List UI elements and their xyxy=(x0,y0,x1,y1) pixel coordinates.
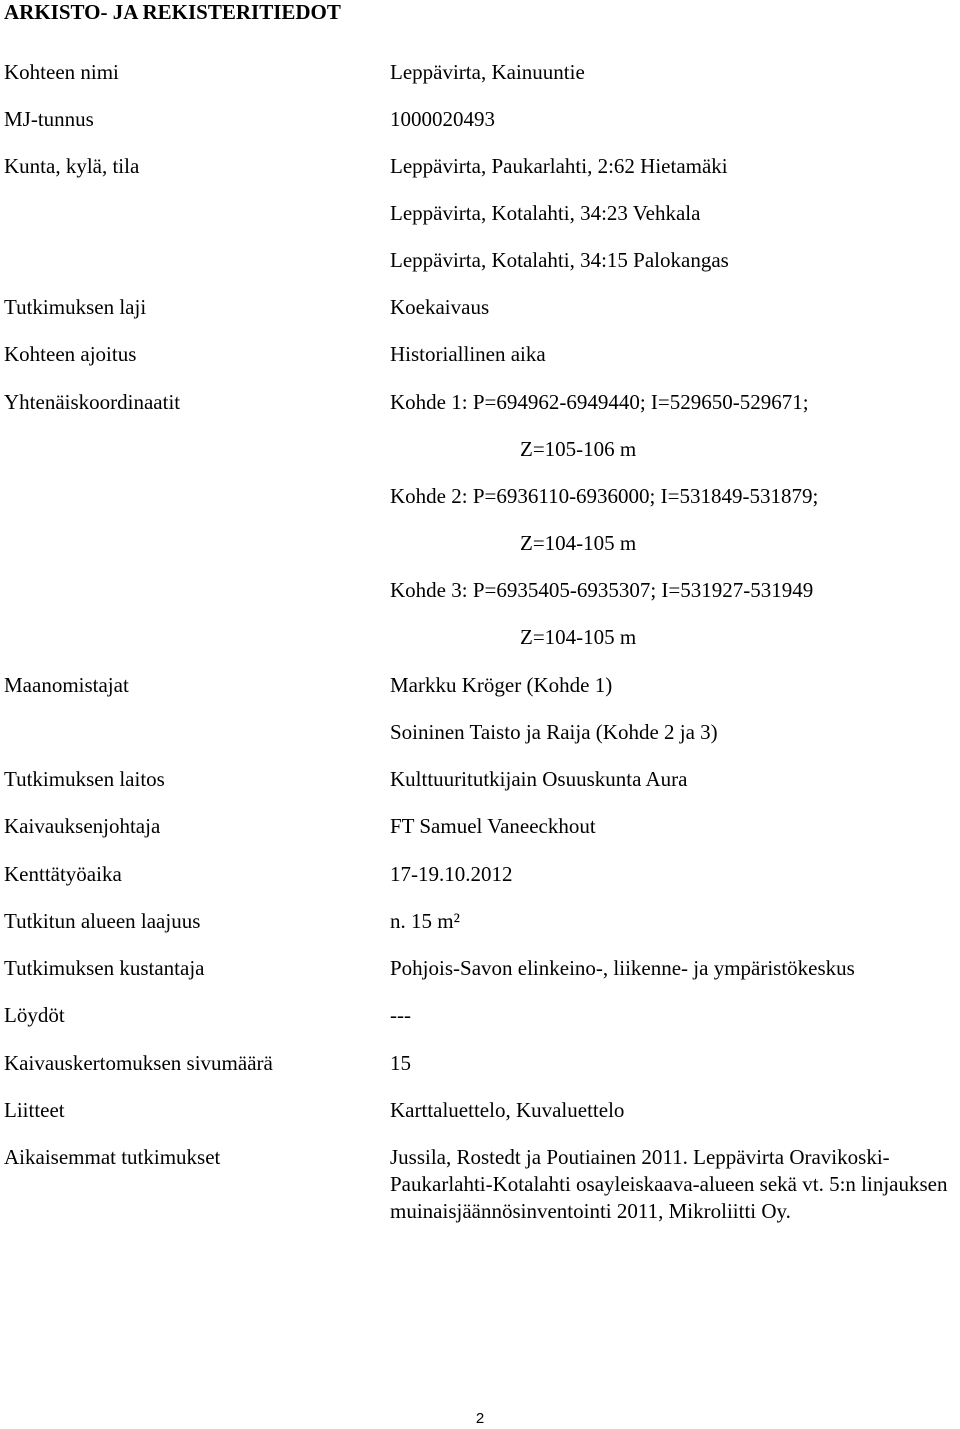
value-koordinaatit-kohde-3: Kohde 3: P=6935405-6935307; I=531927-531949 xyxy=(390,578,814,602)
value-maanomistaja-1: Markku Kröger (Kohde 1) xyxy=(390,673,613,697)
label-kaivauksenjohtaja: Kaivauksenjohtaja xyxy=(4,814,161,838)
label-kohteen-nimi: Kohteen nimi xyxy=(4,60,119,84)
label-tutkimuksen-laitos: Tutkimuksen laitos xyxy=(4,767,165,791)
label-kunta-kyla-tila: Kunta, kylä, tila xyxy=(4,154,140,178)
value-tutkimuksen-laitos: Kulttuuritutkijain Osuuskunta Aura xyxy=(390,767,688,791)
value-koordinaatit-kohde-2-z: Z=104-105 m xyxy=(520,531,637,555)
value-aikaisemmat-tutkimukset: Jussila, Rostedt ja Poutiainen 2011. Leppävirta Oravikoski-Paukarlahti-Kotalahti osayleiskaava-alueen sekä vt. 5:n linjauksen muinaisjäännösinventointi 2011, Mikroliitti Oy. xyxy=(390,1145,948,1223)
value-tutkimuksen-laji: Koekaivaus xyxy=(390,295,490,319)
value-tutkitun-alueen-laajuus: n. 15 m² xyxy=(390,909,460,933)
value-kunta-kyla-tila-2: Leppävirta, Kotalahti, 34:23 Vehkala xyxy=(390,201,701,225)
label-tutkimuksen-laji: Tutkimuksen laji xyxy=(4,295,147,319)
label-mj-tunnus: MJ-tunnus xyxy=(4,107,94,131)
value-tutkimuksen-kustantaja: Pohjois-Savon elinkeino-, liikenne- ja ympäristökeskus xyxy=(390,956,855,980)
label-kohteen-ajoitus: Kohteen ajoitus xyxy=(4,342,137,366)
value-kunta-kyla-tila-3: Leppävirta, Kotalahti, 34:15 Palokangas xyxy=(390,248,729,272)
value-koordinaatit-kohde-1: Kohde 1: P=694962-6949440; I=529650-529671; xyxy=(390,390,809,414)
label-maanomistajat: Maanomistajat xyxy=(4,673,129,697)
value-kunta-kyla-tila-1: Leppävirta, Paukarlahti, 2:62 Hietamäki xyxy=(390,154,728,178)
page-title: ARKISTO- JA REKISTERITIEDOT xyxy=(4,0,341,24)
value-liitteet: Karttaluettelo, Kuvaluettelo xyxy=(390,1098,625,1122)
label-yhtenaiskoordinaatit: Yhtenäiskoordinaatit xyxy=(4,390,181,414)
value-koordinaatit-kohde-1-z: Z=105-106 m xyxy=(520,437,637,461)
label-tutkimuksen-kustantaja: Tutkimuksen kustantaja xyxy=(4,956,205,980)
label-aikaisemmat-tutkimukset: Aikaisemmat tutkimukset xyxy=(4,1145,221,1169)
label-kaivauskertomuksen-sivumaara: Kaivauskertomuksen sivumäärä xyxy=(4,1051,273,1075)
value-kohteen-nimi: Leppävirta, Kainuuntie xyxy=(390,60,585,84)
value-loydot: --- xyxy=(390,1003,411,1027)
value-mj-tunnus: 1000020493 xyxy=(390,107,495,131)
page-number: 2 xyxy=(475,1410,485,1427)
label-tutkitun-alueen-laajuus: Tutkitun alueen laajuus xyxy=(4,909,201,933)
label-liitteet: Liitteet xyxy=(4,1098,65,1122)
value-koordinaatit-kohde-3-z: Z=104-105 m xyxy=(520,625,637,649)
value-maanomistaja-2: Soininen Taisto ja Raija (Kohde 2 ja 3) xyxy=(390,720,718,744)
label-loydot: Löydöt xyxy=(4,1003,65,1027)
value-kenttatyoaika: 17-19.10.2012 xyxy=(390,862,513,886)
value-koordinaatit-kohde-2: Kohde 2: P=6936110-6936000; I=531849-531879; xyxy=(390,484,819,508)
value-kaivauksenjohtaja: FT Samuel Vaneeckhout xyxy=(390,814,596,838)
value-kaivauskertomuksen-sivumaara: 15 xyxy=(390,1051,411,1075)
value-kohteen-ajoitus: Historiallinen aika xyxy=(390,342,546,366)
label-kenttatyoaika: Kenttätyöaika xyxy=(4,862,122,886)
